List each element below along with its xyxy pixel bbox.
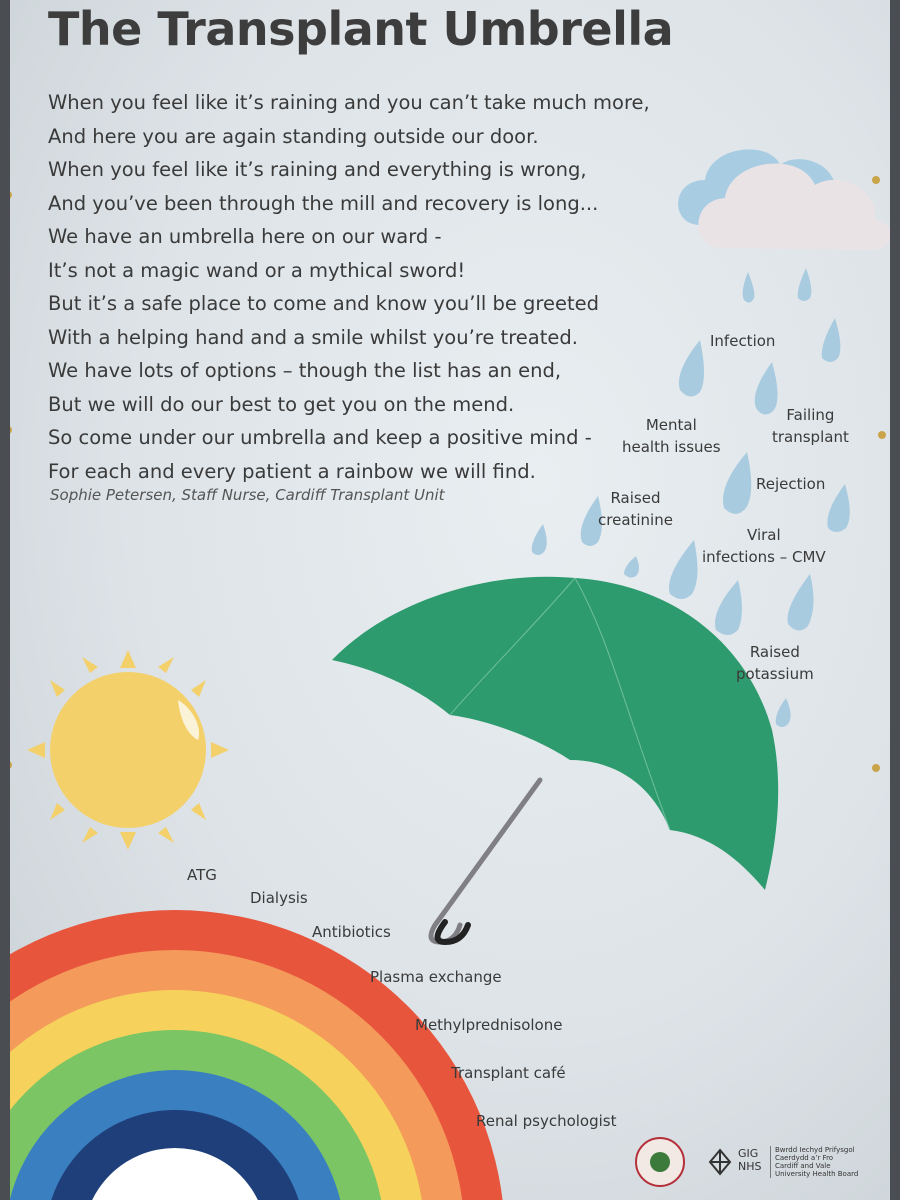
poster-title: The Transplant Umbrella [48, 2, 674, 56]
rainbow-label-plasma-exchange: Plasma exchange [370, 968, 502, 986]
poem-line: We have lots of options – though the list has an end, [48, 359, 562, 382]
rain-label-infection: Infection [710, 332, 776, 350]
rain-label-viral-infections: Viral infections – CMV [702, 526, 826, 566]
rain-label-raised-potassium: Raised potassium [736, 643, 814, 683]
poem-line: But it’s a safe place to come and know you’ll be greeted [48, 292, 600, 315]
poem-line: It’s not a magic wand or a mythical sword! [48, 258, 466, 282]
poem-line: We have an umbrella here on our ward - [48, 225, 442, 248]
rainbow-label-methylprednisolone: Methylprednisolone [415, 1016, 563, 1034]
sun-icon [27, 650, 229, 850]
rainbow-label-atg: ATG [187, 866, 217, 884]
rain-label-raised-creatinine: Raised creatinine [598, 489, 673, 529]
nhs-logo-nhs: NHS [738, 1160, 762, 1173]
rainbow-label-dialysis: Dialysis [250, 889, 308, 907]
poem-line: When you feel like it’s raining and everything is wrong, [48, 158, 587, 181]
nhs-logo [738, 1148, 761, 1172]
poster [10, 0, 890, 1200]
poem-line: For each and every patient a rainbow we will find. [48, 459, 536, 483]
poem [48, 86, 650, 488]
poem-line: And here you are again standing outside our door. [48, 124, 539, 148]
rain-label-rejection: Rejection [756, 475, 826, 493]
poem-line: So come under our umbrella and keep a positive mind - [48, 426, 592, 449]
poem-line: With a helping hand and a smile whilst you’re treated. [48, 325, 578, 349]
rainbow-icon [10, 910, 505, 1200]
nhs-logo-gig: GIG [738, 1147, 759, 1160]
rainbow-label-transplant-cafe: Transplant café [451, 1064, 566, 1082]
rainbow-label-renal-psychologist: Renal psychologist [476, 1112, 617, 1130]
poem-line: And you’ve been through the mill and recovery is long... [48, 191, 599, 215]
umbrella-icon [332, 577, 778, 942]
poem-line: But we will do our best to get you on the mend. [48, 392, 515, 416]
charity-logo [636, 1138, 684, 1186]
rain-label-mental-health: Mental health issues [622, 416, 721, 456]
rainbow-label-antibiotics: Antibiotics [312, 923, 391, 941]
poem-credit: Sophie Petersen, Staff Nurse, Cardiff Transplant Unit [50, 486, 445, 504]
health-board-text: Bwrdd Iechyd Prifysgol Caerdydd a’r Fro Cardiff and Vale University Health Board [770, 1146, 858, 1178]
health-board-logo [710, 1150, 730, 1174]
rain-label-failing-transplant: Failing transplant [772, 406, 849, 446]
poem-line: When you feel like it’s raining and you can’t take much more, [48, 91, 650, 114]
cloud-icon [678, 149, 890, 250]
